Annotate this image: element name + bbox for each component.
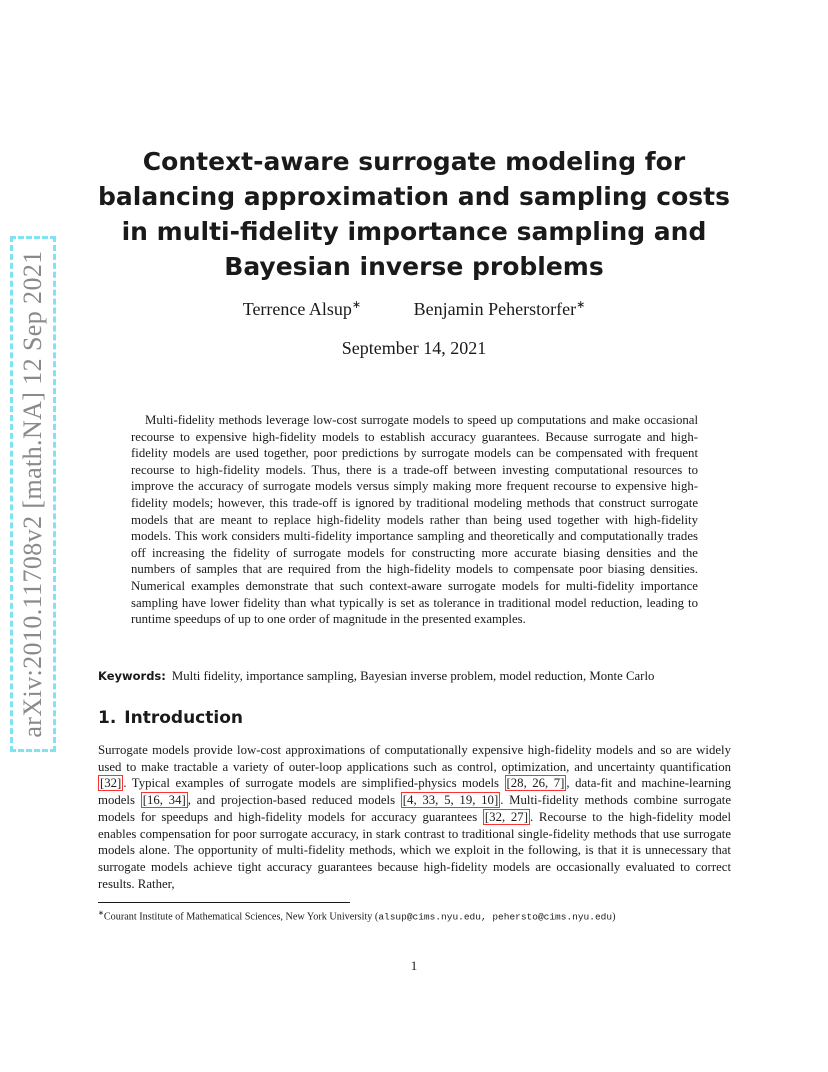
publication-date: September 14, 2021 (341, 338, 487, 358)
keywords (98, 668, 730, 685)
citation-link[interactable]: [28, 26, 7] (506, 776, 565, 791)
citation-link[interactable]: [32] (100, 776, 122, 791)
footnote-emails: alsup@cims.nyu.edu, pehersto@cims.nyu.edu (378, 911, 613, 923)
section-number: 1. (98, 708, 117, 728)
abstract: Multi-fidelity methods leverage low-cost surrogate models to speed up computations and make occasional recourse to expensive high-fidelity models to establish accuracy guarantees. Because surrogate and high-fidelity models are used together, poor predictions by surrogate models can be compensated with frequent recourse to high-fidelity models. Thus, there is a trade-off between investing computational resources to improve the accuracy of surrogate models versus simply making more frequent recourse to expensive high-fidelity models; however, this trade-off is ignored by traditional modeling methods that construct surrogate models that are meant to replace high-fidelity models rather than being used together with high-fidelity models. This work considers multi-fidelity importance sampling and theoretically and computationally trades off increasing the fidelity of surrogate models for constructing more accurate biasing densities and the numbers of samples that are required from the high-fidelity models to compensate poor biasing densities. Numerical examples demonstrate that such context-aware surrogate models for multi-fidelity importance sampling have lower fidelity than what typically is set as tolerance in traditional model reduction, leading to runtime speedups of up to one order of magnitude in the presented examples. (131, 413, 698, 627)
intro-text-6: . Recourse to the high-fidelity model enables compensation for poor surrogate accuracy, in stark contrast to traditional single-fidelity methods that use surrogate models alone. The opportunity of multi-fidelity methods, which we exploit in the following, is that it is unnecessary that surrogate models achieve tight accuracy guarantees because high-fidelity models are occasionally evaluated to correct results. Rather, (98, 809, 732, 891)
citation-link[interactable]: [32, 27] (484, 809, 528, 824)
keywords-text: Multi fidelity, importance sampling, Bayesian inverse problem, model reduction, Monte Carlo (171, 669, 655, 683)
intro-text-3: , data-fit and machine-learning models (98, 776, 731, 808)
keywords-label: Keywords: (98, 669, 166, 683)
footnote-mark: ∗ (98, 909, 104, 917)
author-1-mark: ∗ (351, 299, 362, 311)
intro-text-2: . Typical examples of surrogate models are simplified-physics models (123, 776, 505, 791)
intro-text-5: . Multi-fidelity methods combine surrogate models for speedups and high-fidelity models for accuracy guarantees (98, 793, 732, 824)
arxiv-stamp (10, 236, 56, 752)
footnote-affiliation: Courant Institute of Mathematical Sciences, New York University ( (103, 911, 379, 923)
author-1 (243, 298, 361, 320)
footnote-divider (98, 902, 350, 903)
author-1-name: Terrence Alsup (242, 299, 352, 319)
introduction-paragraph (98, 742, 731, 892)
citation-link[interactable]: [16, 34] (142, 793, 186, 808)
section-heading-introduction (98, 708, 243, 728)
paper-title: Context-aware surrogate modeling for balancing approximation and sampling costs in multi-fidelity importance sampling and Bayesian inverse problems (98, 147, 730, 281)
author-2-name: Benjamin Peherstorfer (413, 299, 577, 319)
author-2 (414, 298, 586, 320)
citation-link[interactable]: [4, 33, 5, 19, 10] (402, 793, 499, 808)
section-title: Introduction (124, 708, 243, 728)
author-2-mark: ∗ (576, 299, 586, 311)
page-number: 1 (410, 958, 418, 973)
footnote (98, 907, 738, 923)
author-list (98, 298, 730, 320)
intro-text-1: Surrogate models provide low-cost approximations of computationally expensive high-fidelity models and so are widely used to make tractable a variety of outer-loop applications such as control, optimization, and uncertainty quantification (98, 743, 731, 774)
intro-text-4: , and projection-based reduced models (187, 793, 401, 808)
arxiv-identifier: arXiv:2010.11708v2 [math.NA] 12 Sep 2021 (18, 250, 47, 738)
footnote-close: ) (612, 911, 616, 923)
